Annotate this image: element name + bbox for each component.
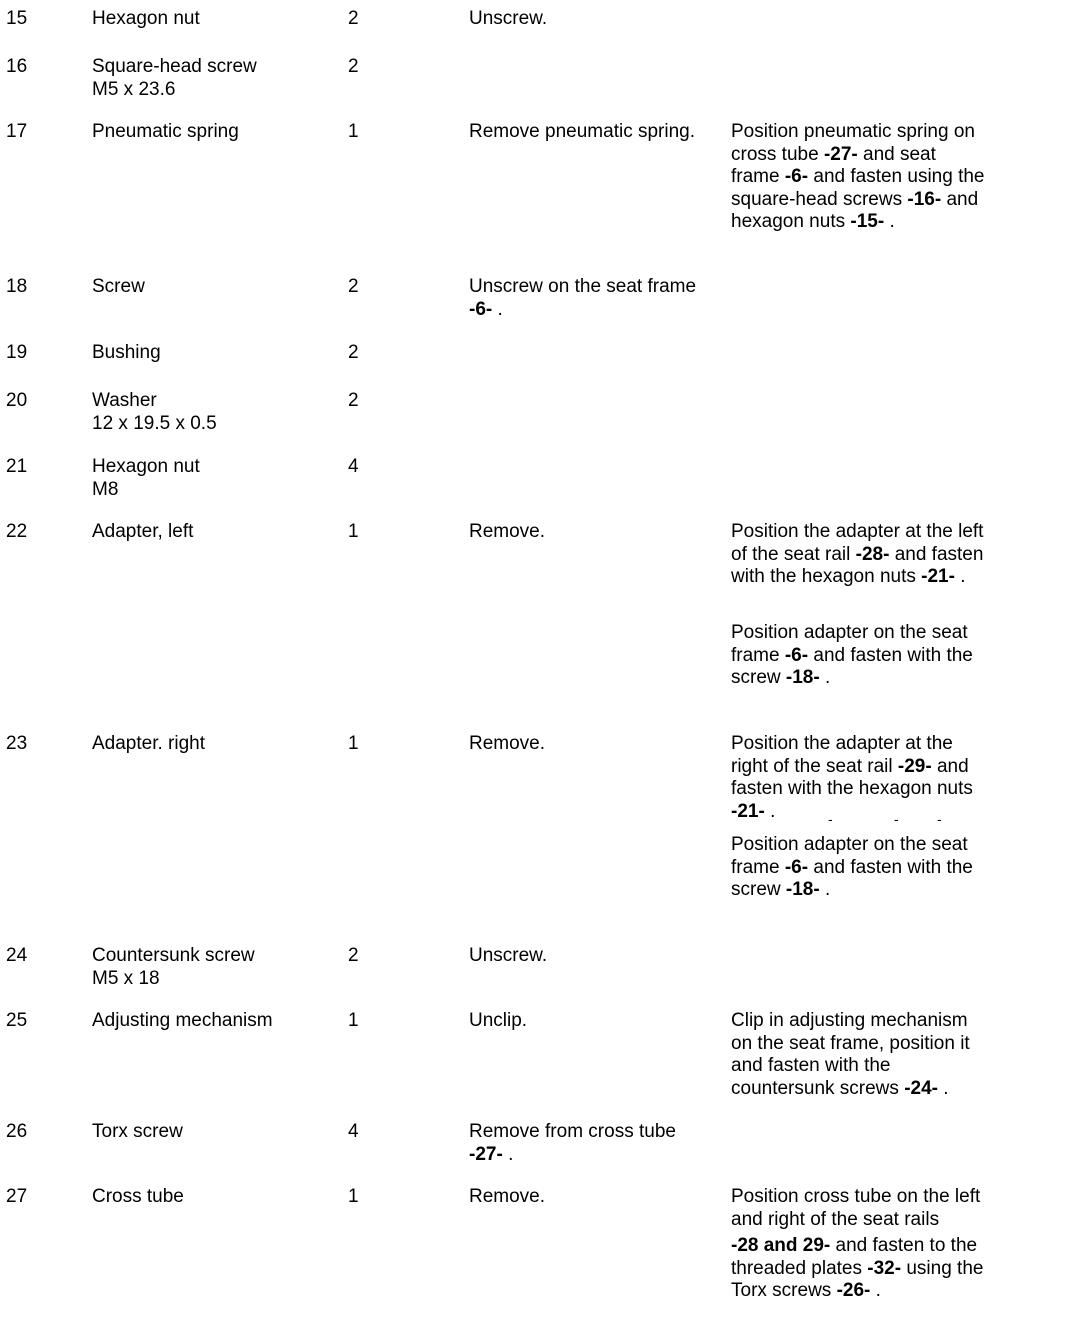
text-line: [731, 1078, 1061, 1101]
quantity: 1: [348, 121, 359, 142]
reference-number: -18-: [785, 667, 820, 688]
part-name-line: Washer: [92, 390, 157, 411]
text-line: [469, 121, 719, 144]
text-line: [731, 1033, 1061, 1056]
part-name: [92, 56, 332, 101]
text-line: [469, 299, 719, 322]
text-segment: .: [502, 1143, 514, 1165]
installation-note: [731, 622, 1061, 690]
text-segment: .: [870, 1280, 881, 1301]
text-line: [731, 1186, 980, 1209]
part-name: [92, 1010, 332, 1033]
reference-number: -18-: [785, 879, 820, 900]
reference-number: -29-: [897, 755, 932, 777]
text-line: [469, 733, 719, 756]
quantity: 1: [348, 1010, 359, 1031]
installation-note: [731, 121, 1061, 234]
text-segment: of the seat rail: [731, 543, 856, 565]
text-line: [469, 276, 719, 299]
text-segment: Remove.: [469, 733, 546, 754]
removal-instruction: [469, 945, 719, 968]
part-name: [92, 276, 332, 299]
text-segment: and fasten with the: [808, 644, 973, 666]
part-name-line: Adapter. right: [92, 733, 206, 754]
text-segment: screw: [731, 879, 786, 900]
reference-number: -15-: [850, 211, 885, 232]
text-segment: Position adapter on the seat: [731, 622, 968, 643]
text-line: [731, 121, 1061, 144]
reference-number: -24-: [904, 1077, 938, 1099]
part-name: [92, 1186, 332, 1209]
text-segment: .: [819, 879, 831, 900]
removal-instruction: [469, 1121, 719, 1166]
text-segment: .: [884, 211, 895, 232]
text-line: [731, 879, 1061, 902]
text-segment: and fasten: [889, 543, 984, 565]
item-number: 26: [6, 1121, 28, 1142]
text-line: [731, 1055, 1061, 1078]
reference-number: -21-: [921, 566, 955, 587]
text-line: [731, 144, 1061, 167]
text-segment: cross tube: [731, 143, 824, 165]
text-segment: countersunk screws: [731, 1077, 905, 1099]
item-number: 15: [6, 8, 28, 29]
text-line: [731, 566, 1061, 589]
part-name-line: Square-head screw: [92, 56, 257, 77]
text-segment: Position pneumatic spring on: [731, 121, 975, 142]
text-line: [469, 8, 719, 31]
scan-artifact: -: [828, 811, 833, 827]
quantity: 1: [348, 733, 359, 754]
text-segment: .: [492, 298, 503, 320]
reference-number: -6-: [469, 298, 493, 320]
text-segment: using the: [901, 1257, 984, 1279]
part-name: [92, 521, 332, 544]
text-segment: threaded plates: [731, 1257, 868, 1279]
quantity: 4: [348, 456, 359, 477]
text-segment: on the seat frame, position it: [731, 1032, 970, 1054]
part-name-line: Bushing: [92, 342, 161, 363]
text-segment: Remove.: [469, 1186, 546, 1207]
item-number: 18: [6, 276, 28, 297]
text-line: [731, 1235, 977, 1258]
item-number: 20: [6, 390, 28, 411]
text-segment: .: [764, 800, 776, 822]
scan-artifact: -: [937, 811, 942, 827]
installation-note: [731, 1010, 1061, 1100]
quantity: 1: [348, 1186, 359, 1207]
quantity: 2: [348, 390, 359, 411]
reference-number: -28 and 29-: [731, 1235, 831, 1256]
text-line: [469, 1144, 719, 1167]
part-name: [92, 390, 332, 435]
part-name: [92, 456, 332, 501]
part-name: [92, 342, 332, 365]
text-segment: frame: [731, 856, 785, 878]
text-line: [731, 1010, 1061, 1033]
reference-number: -6-: [784, 166, 809, 187]
text-segment: .: [819, 667, 831, 688]
quantity: 2: [348, 342, 359, 363]
reference-number: -6-: [784, 856, 809, 878]
text-segment: Torx screws: [731, 1280, 837, 1301]
part-name-line: 12 x 19.5 x 0.5: [92, 412, 217, 434]
installation-note: [731, 521, 1061, 589]
part-name-line: Screw: [92, 276, 145, 297]
installation-note: [731, 1186, 1061, 1306]
scan-artifact: -: [894, 811, 899, 827]
part-name: [92, 1121, 332, 1144]
reference-number: -28-: [855, 543, 890, 565]
text-line: [731, 521, 1061, 544]
quantity: 2: [348, 56, 359, 77]
text-line: [731, 667, 1061, 690]
part-name: [92, 733, 332, 756]
removal-instruction: [469, 8, 719, 31]
part-name-line: Cross tube: [92, 1186, 184, 1207]
text-segment: frame: [731, 166, 785, 187]
quantity: 2: [348, 276, 359, 297]
text-line: [731, 857, 1061, 880]
text-segment: square-head screws: [731, 188, 908, 210]
text-segment: and fasten with the: [808, 856, 973, 878]
text-line: [469, 1010, 719, 1033]
installation-note: [731, 834, 1061, 902]
item-number: 21: [6, 456, 28, 477]
text-line: [731, 166, 1061, 189]
part-name-line: Hexagon nut: [92, 456, 200, 477]
part-name-line: Pneumatic spring: [92, 121, 239, 142]
text-segment: Remove pneumatic spring.: [469, 121, 695, 142]
text-line: [731, 1280, 881, 1303]
text-segment: Unclip.: [469, 1010, 528, 1031]
part-name-line: Torx screw: [92, 1121, 183, 1142]
text-segment: screw: [731, 667, 786, 688]
text-segment: and seat: [857, 143, 936, 165]
part-name-line: Adjusting mechanism: [92, 1010, 273, 1031]
text-line: [731, 1209, 939, 1232]
text-segment: Remove.: [469, 521, 546, 542]
text-segment: Position the adapter at the left: [731, 521, 984, 542]
text-line: [731, 778, 1061, 801]
text-segment: Clip in adjusting mechanism: [731, 1010, 968, 1031]
item-number: 24: [6, 945, 28, 966]
reference-number: -6-: [784, 644, 809, 666]
text-line: [731, 834, 1061, 857]
removal-instruction: [469, 521, 719, 544]
text-segment: and fasten to the: [830, 1235, 978, 1256]
text-segment: Unscrew.: [469, 945, 548, 966]
item-number: 22: [6, 521, 28, 542]
removal-instruction: [469, 1186, 719, 1209]
reference-number: -27-: [469, 1143, 503, 1165]
item-number: 23: [6, 733, 28, 754]
item-number: 17: [6, 121, 28, 142]
text-line: [469, 521, 719, 544]
reference-number: -32-: [867, 1257, 902, 1279]
item-number: 19: [6, 342, 28, 363]
text-segment: Remove from cross tube: [469, 1121, 676, 1142]
part-name-line: Hexagon nut: [92, 8, 200, 29]
text-segment: Position cross tube on the left: [731, 1186, 981, 1207]
text-line: [469, 1121, 719, 1144]
part-name-line: Adapter, left: [92, 521, 194, 542]
text-segment: frame: [731, 644, 785, 666]
text-segment: and fasten using the: [808, 166, 985, 187]
text-segment: fasten with the hexagon nuts: [731, 778, 973, 799]
text-line: [731, 756, 1061, 779]
reference-number: -16-: [907, 188, 942, 210]
text-segment: and: [941, 188, 979, 210]
text-segment: with the hexagon nuts: [731, 566, 922, 587]
text-segment: Position adapter on the seat: [731, 834, 968, 855]
text-line: [731, 733, 1061, 756]
text-segment: right of the seat rail: [731, 755, 898, 777]
text-segment: hexagon nuts: [731, 211, 851, 232]
part-name: [92, 121, 332, 144]
text-segment: and fasten with the: [731, 1055, 891, 1076]
text-segment: Position the adapter at the: [731, 733, 953, 754]
text-line: [731, 645, 1061, 668]
text-segment: and right of the seat rails: [731, 1208, 940, 1230]
text-line: [731, 1258, 983, 1281]
text-line: [731, 189, 1061, 212]
item-number: 16: [6, 56, 28, 77]
removal-instruction: [469, 1010, 719, 1033]
text-segment: .: [954, 566, 966, 587]
part-name: [92, 945, 332, 990]
text-line: [731, 544, 1061, 567]
quantity: 1: [348, 521, 359, 542]
quantity: 2: [348, 945, 359, 966]
part-name: [92, 8, 332, 31]
quantity: 2: [348, 8, 359, 29]
text-line: [469, 1186, 719, 1209]
text-line: [731, 622, 1061, 645]
text-segment: Unscrew on the seat frame: [469, 276, 697, 297]
removal-instruction: [469, 276, 719, 321]
removal-instruction: [469, 121, 719, 144]
text-segment: .: [937, 1077, 949, 1099]
text-segment: and: [931, 755, 969, 777]
part-name-line: M5 x 23.6: [92, 78, 176, 100]
item-number: 25: [6, 1010, 28, 1031]
reference-number: -26-: [836, 1280, 871, 1301]
reference-number: -27-: [823, 143, 858, 165]
reference-number: -21-: [731, 800, 765, 822]
item-number: 27: [6, 1186, 28, 1207]
part-name-line: Countersunk screw: [92, 945, 255, 966]
part-name-line: M5 x 18: [92, 967, 160, 989]
text-line: [731, 211, 1061, 234]
removal-instruction: [469, 733, 719, 756]
text-segment: Unscrew.: [469, 8, 548, 29]
text-line: [469, 945, 719, 968]
part-name-line: M8: [92, 478, 119, 500]
quantity: 4: [348, 1121, 359, 1142]
